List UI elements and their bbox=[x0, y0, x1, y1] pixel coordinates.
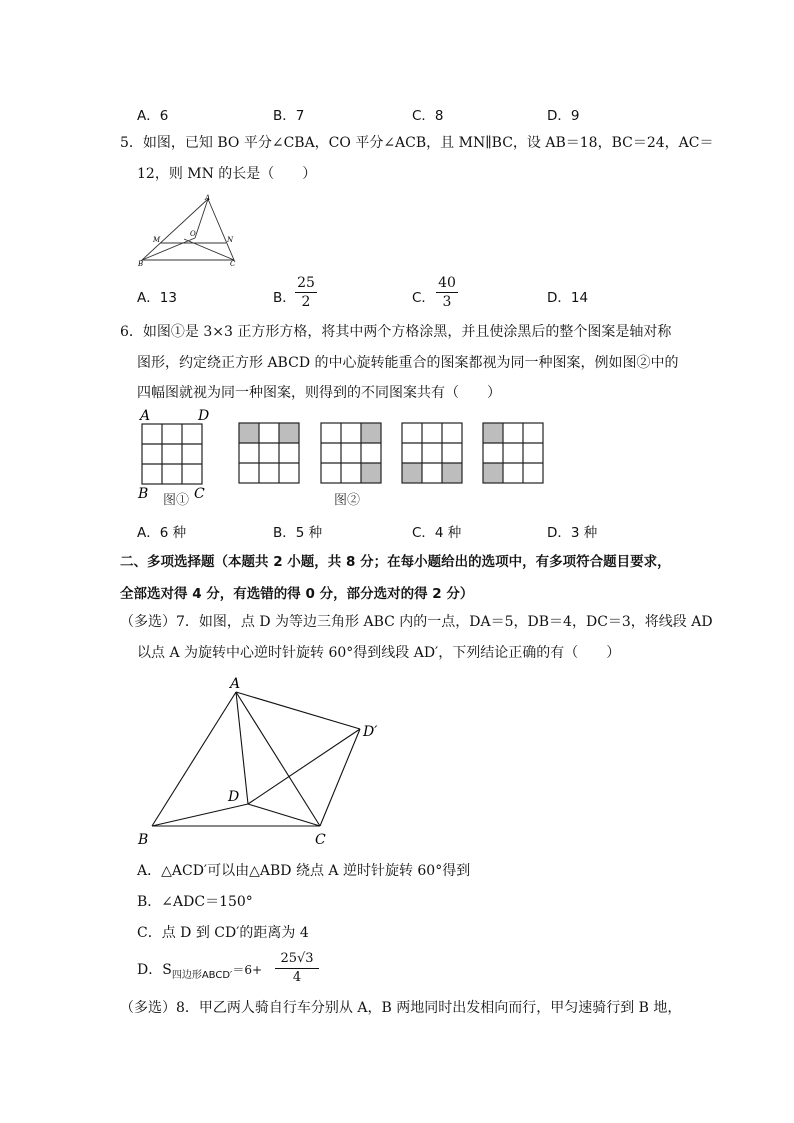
q5-label-c: C bbox=[230, 260, 236, 266]
q6-label-c: C bbox=[194, 486, 205, 500]
q5-option-b-denominator: 2 bbox=[301, 294, 311, 310]
q6-option-d: D．3 种 bbox=[547, 525, 598, 541]
q7-geometry-figure bbox=[134, 674, 394, 850]
q5-option-c-prefix: C． bbox=[412, 290, 435, 306]
q6-figure-2-grids bbox=[238, 422, 548, 486]
section-2-heading-line2: 全部选对得 4 分，有选错的得 0 分，部分选对的得 2 分） bbox=[120, 586, 474, 602]
q6-figure-1-caption: 图① bbox=[163, 493, 190, 508]
q6-figure-1-grid bbox=[134, 406, 214, 500]
q6-option-c: C．4 种 bbox=[412, 525, 462, 541]
q6-stem-line1: 6．如图①是 3×3 正方形方格，将其中两个方格涂黑，并且使涂黑后的整个图案是轴对称 bbox=[120, 324, 672, 340]
q5-label-a: A bbox=[205, 194, 211, 202]
q6-stem-line2: 图形，约定绕正方形 ABCD 的中心旋转能重合的图案都视为同一种图案，例如图②中的 bbox=[137, 355, 679, 371]
q5-triangle-figure bbox=[138, 194, 242, 266]
q5-stem-line2: 12，则 MN 的长是（ ） bbox=[137, 166, 317, 182]
q4-option-c: C．8 bbox=[412, 108, 444, 124]
section-2-heading-line1: 二、多项选择题（本题共 2 小题，共 8 分；在每小题给出的选项中，有多项符合题目要求， bbox=[120, 554, 671, 570]
q6-figure-2-caption: 图② bbox=[334, 493, 361, 508]
q7-stem-line2: 以点 A 为旋转中心逆时针旋转 60°得到线段 AD′，下列结论正确的有（ ） bbox=[137, 645, 621, 661]
q7-option-d bbox=[137, 962, 262, 980]
q5-option-a: A．13 bbox=[137, 290, 177, 306]
q5-stem-line1: 5．如图，已知 BO 平分∠CBA，CO 平分∠ACB，且 MN∥BC，设 AB＝18，BC＝24，AC＝ bbox=[120, 135, 714, 151]
q6-fig2-grid-4 bbox=[483, 423, 543, 483]
q5-option-b-fraction bbox=[295, 275, 317, 310]
q7-option-d-numerator: 25√3 bbox=[280, 951, 314, 966]
q5-option-c-numerator: 40 bbox=[438, 275, 456, 291]
q6-label-d: D bbox=[198, 408, 210, 424]
q6-option-a: A．6 种 bbox=[137, 525, 187, 541]
q5-option-b-prefix: B． bbox=[273, 290, 296, 306]
q6-fig2-grid-3 bbox=[402, 423, 462, 483]
q7-option-d-equals: ＝6+ bbox=[232, 963, 263, 977]
q7-option-a: A．△ACD′可以由△ABD 绕点 A 逆时针旋转 60°得到 bbox=[137, 863, 471, 879]
q5-label-b: B bbox=[138, 260, 144, 266]
q5-option-c-denominator: 3 bbox=[442, 294, 452, 310]
q6-fig2-grid-1 bbox=[239, 423, 299, 483]
q7-label-b: B bbox=[138, 832, 149, 848]
q4-option-d: D．9 bbox=[547, 108, 580, 124]
q7-option-d-fraction bbox=[275, 951, 319, 986]
q7-option-d-subscript: 四边形ABCD′ bbox=[171, 970, 233, 981]
q7-label-c: C bbox=[315, 832, 326, 848]
q7-option-d-prefix: D．S bbox=[137, 962, 172, 978]
q7-option-b: B．∠ADC＝150° bbox=[137, 894, 253, 910]
q6-option-b: B．5 种 bbox=[273, 525, 323, 541]
q5-label-o: O bbox=[190, 230, 196, 238]
q6-label-b: B bbox=[138, 486, 149, 500]
q7-stem-line1: （多选）7．如图，点 D 为等边三角形 ABC 内的一点，DA＝5，DB＝4，DC＝3，将线段 AD bbox=[120, 614, 713, 630]
q6-fig2-grid-2 bbox=[321, 423, 381, 483]
q7-option-c: C．点 D 到 CD′的距离为 4 bbox=[137, 925, 309, 941]
q6-stem-line3: 四幅图就视为同一种图案，则得到的不同图案共有（ ） bbox=[137, 385, 501, 401]
q6-label-a: A bbox=[140, 408, 151, 424]
q5-option-c-fraction bbox=[436, 275, 458, 310]
q4-option-a: A．6 bbox=[137, 108, 169, 124]
q7-option-d-denominator: 4 bbox=[292, 970, 302, 985]
q7-label-d: D bbox=[228, 789, 240, 805]
q5-option-b-numerator: 25 bbox=[297, 275, 315, 291]
q7-label-d-prime: D′ bbox=[363, 724, 378, 740]
q7-label-a: A bbox=[230, 676, 241, 692]
q5-label-n: N bbox=[227, 236, 234, 244]
q5-label-m: M bbox=[153, 236, 161, 244]
q4-option-b: B．7 bbox=[273, 108, 305, 124]
q8-stem-line1: （多选）8．甲乙两人骑自行车分别从 A，B 两地同时出发相向而行，甲匀速骑行到 B 地， bbox=[120, 1000, 682, 1016]
q5-option-d: D．14 bbox=[547, 290, 589, 306]
